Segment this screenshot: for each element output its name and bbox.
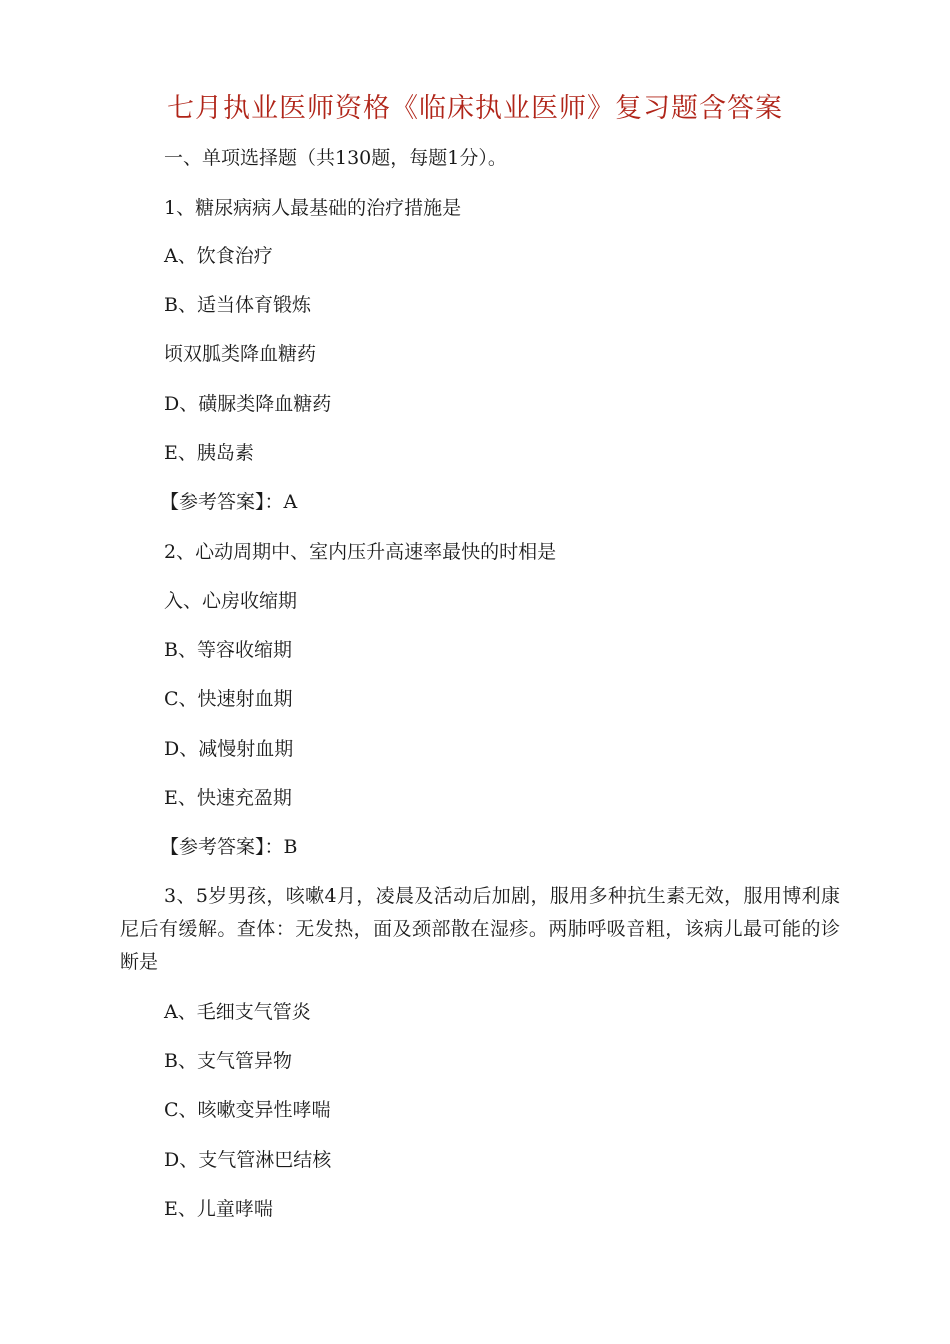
- question-2-option-a: 入、心房收缩期: [164, 590, 298, 612]
- question-1-option-c: 顷双胍类降血糖药: [164, 343, 317, 365]
- question-3-option-b: B、支气管异物: [164, 1050, 292, 1072]
- question-1-option-e: E、胰岛素: [164, 442, 254, 464]
- question-3-option-c: C、咳嗽变异性哮喘: [164, 1099, 331, 1121]
- question-2-option-b: B、等容收缩期: [164, 639, 292, 661]
- question-1-option-a: A、饮食治疗: [164, 245, 273, 267]
- question-2-option-e: E、快速充盈期: [164, 787, 292, 809]
- document-title: 七月执业医师资格《临床执业医师》复习题含答案: [167, 93, 783, 124]
- question-2-option-c: C、快速射血期: [164, 688, 293, 710]
- question-2-option-d: D、减慢射血期: [164, 738, 294, 760]
- question-2-answer: 【参考答案】：B: [160, 836, 298, 858]
- question-3-option-d: D、支气管淋巴结核: [164, 1149, 332, 1171]
- question-1-option-b: B、适当体育锻炼: [164, 294, 311, 316]
- question-1-answer: 【参考答案】：A: [160, 491, 298, 513]
- question-3-option-a: A、毛细支气管炎: [164, 1001, 311, 1023]
- question-3-stem: 3、5岁男孩，咳嗽4月，凌晨及活动后加剧，服用多种抗生素无效，服用博利康尼后有缓解。查体：无发热，面及颈部散在湿疹。两肺呼吸音粗，该病儿最可能的诊断是: [120, 885, 840, 973]
- question-1-option-d: D、磺脲类降血糖药: [164, 393, 332, 415]
- section-heading: 一、单项选择题（共130题，每题1分）。: [164, 147, 507, 169]
- question-2-stem: 2、心动周期中、室内压升高速率最快的时相是: [164, 541, 557, 563]
- question-3-option-e: E、儿童哮喘: [164, 1198, 273, 1220]
- question-1-stem: 1、糖尿病病人最基础的治疗措施是: [164, 197, 462, 219]
